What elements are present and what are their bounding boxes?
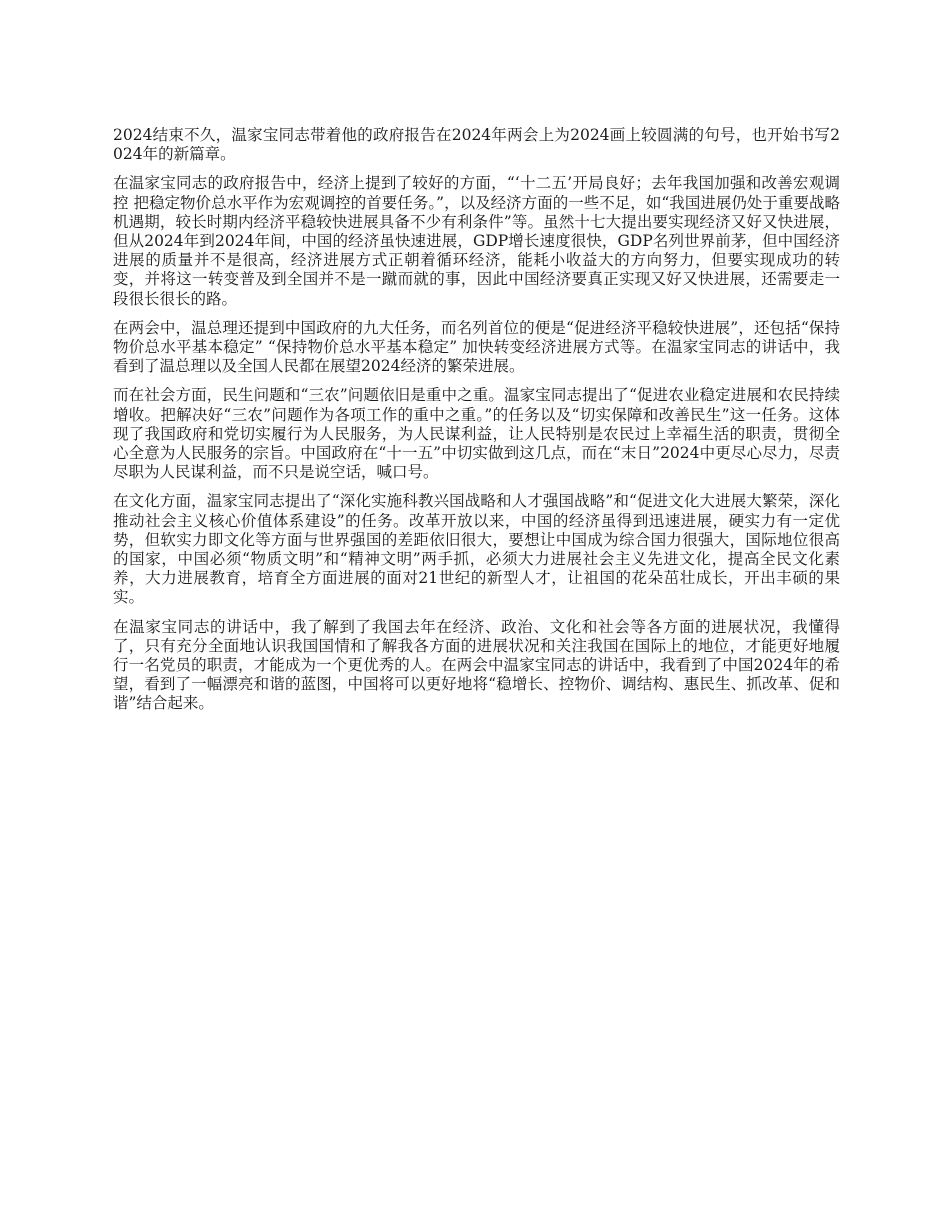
paragraph-nine-tasks: 在两会中，温总理还提到中国政府的九大任务，而名列首位的便是“促进经济平稳较快进展”，还包括“保持物价总水平基本稳定” “保持物价总水平基本稳定” 加快转变经济进展方式等。在温家宝同志的讲话中，我看到了温总理以及全国人民都在展望2024经济的繁荣进展。 (113, 318, 840, 376)
paragraph-economy: 在温家宝同志的政府报告中，经济上提到了较好的方面，“‘十二五’开局良好；去年我国加强和改善宏观调控 把稳定物价总水平作为宏观调控的首要任务。”，以及经济方面的一些不足，如“我国进展仍处于重要战略机遇期，较长时期内经济平稳较快进展具备不少有利条件”等。虽然十七大提出要实现经济又好又快进展，但从2024年到2024年间，中国的经济虽快速进展，GDP增长速度很快，GDP名列世界前茅，但中国经济进展的质量并不是很高，经济进展方式正朝着循环经济，能耗小收益大的方向努力，但要实现成功的转变，并将这一转变普及到全国并不是一蹴而就的事，因此中国经济要真正实现又好又快进展，还需要走一段很长很长的路。 (113, 174, 840, 308)
paragraph-intro: 2024结束不久，温家宝同志带着他的政府报告在2024年两会上为2024画上较圆满的句号，也开始书写2024年的新篇章。 (113, 126, 840, 164)
paragraph-culture: 在文化方面，温家宝同志提出了“深化实施科教兴国战略和人才强国战略”和“促进文化大进展大繁荣，深化推动社会主义核心价值体系建设”的任务。改革开放以来，中国的经济虽得到迅速进展，硬实力有一定优势，但软实力即文化等方面与世界强国的差距依旧很大，要想让中国成为综合国力很强大，国际地位很高的国家，中国必须“物质文明”和“精神文明”两手抓，必须大力进展社会主义先进文化，提高全民文化素养，大力进展教育，培育全方面进展的面对21世纪的新型人才，让祖国的花朵茁壮成长，开出丰硕的果实。 (113, 492, 840, 607)
document-body (113, 126, 840, 724)
paragraph-society: 而在社会方面，民生问题和“三农”问题依旧是重中之重。温家宝同志提出了“促进农业稳定进展和农民持续增收。把解决好“三农”问题作为各项工作的重中之重。”的任务以及“切实保障和改善民生”这一任务。这体现了我国政府和党切实履行为人民服务，为人民谋利益，让人民特别是农民过上幸福生活的职责，贯彻全心全意为人民服务的宗旨。中国政府在“十一五”中切实做到这几点，而在“末日”2024中更尽心尽力，尽责尽职为人民谋利益，而不只是说空话，喊口号。 (113, 386, 840, 482)
paragraph-conclusion: 在温家宝同志的讲话中，我了解到了我国去年在经济、政治、文化和社会等各方面的进展状况，我懂得了，只有充分全面地认识我国国情和了解我各方面的进展状况和关注我国在国际上的地位，才能更好地履行一名党员的职责，才能成为一个更优秀的人。在两会中温家宝同志的讲话中，我看到了中国2024年的希望，看到了一幅漂亮和谐的蓝图，中国将可以更好地将“稳增长、控物价、调结构、惠民生、抓改革、促和谐”结合起来。 (113, 617, 840, 713)
